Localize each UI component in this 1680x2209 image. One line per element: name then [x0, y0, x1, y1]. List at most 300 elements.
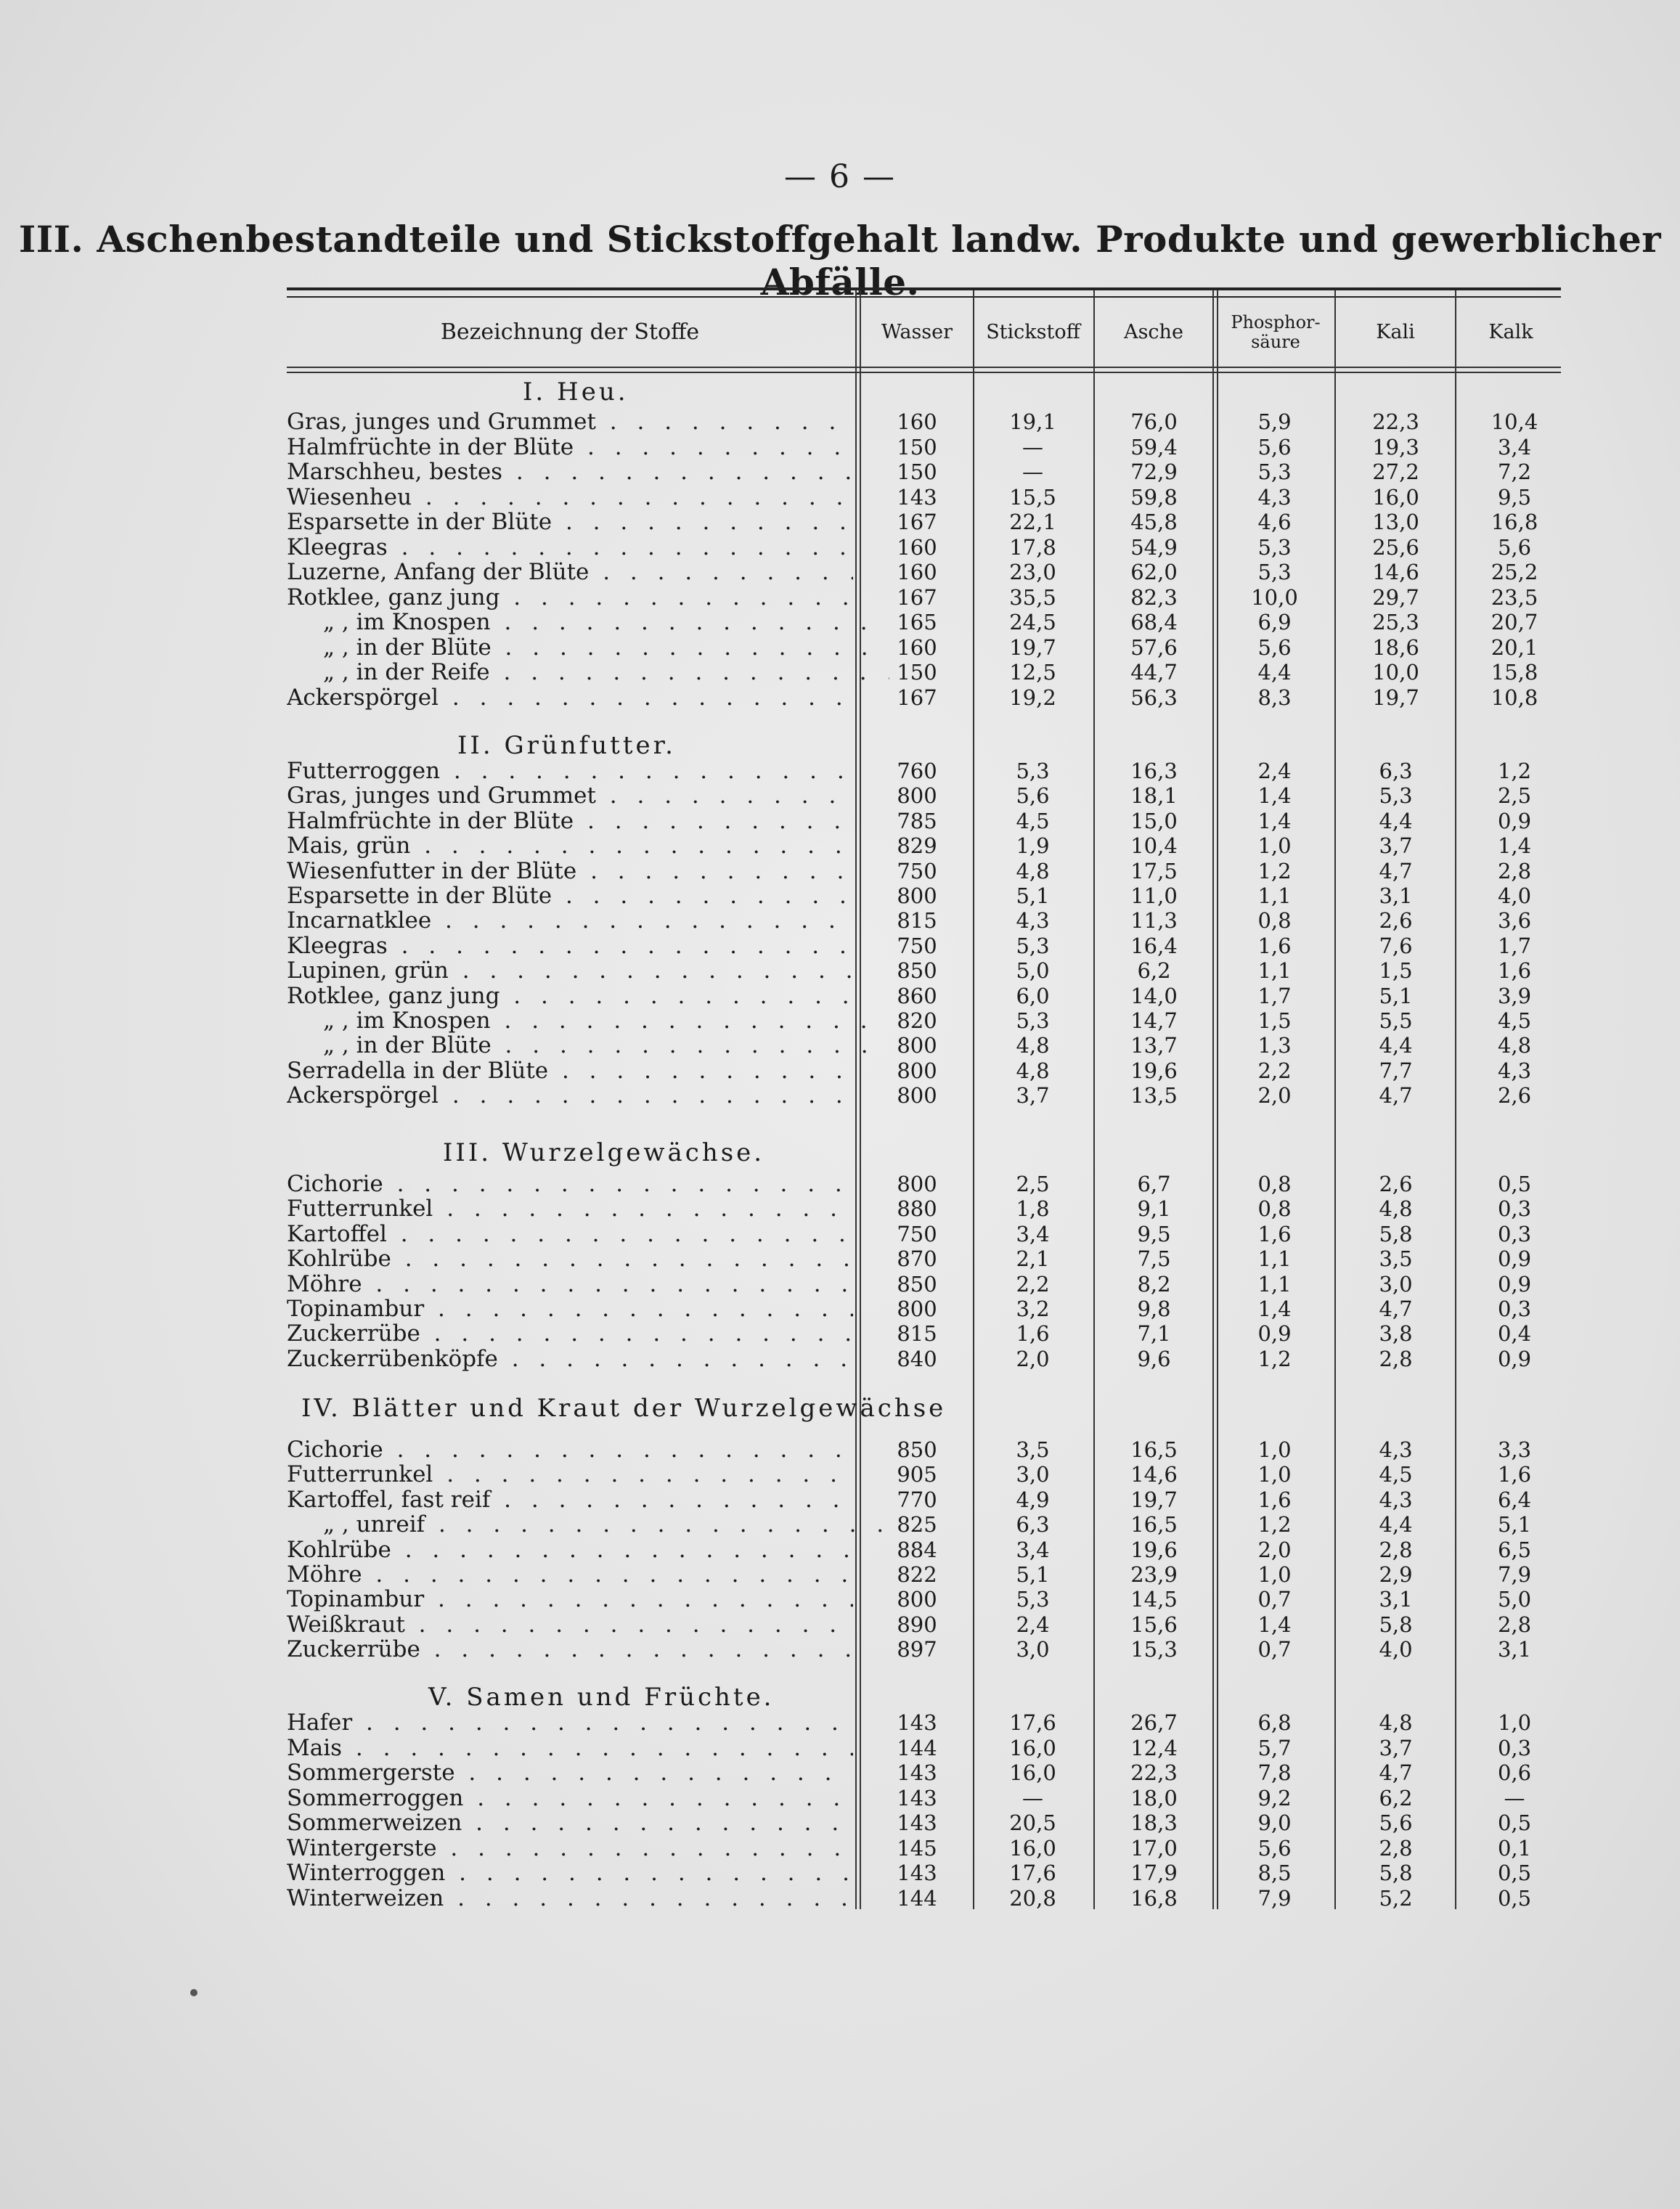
cell-kali: 3,7: [1379, 833, 1413, 858]
cell-wasser: 825: [897, 1512, 937, 1537]
table-row: [0, 1246, 1680, 1271]
cell-phosphorsaeure: 0,8: [1257, 1172, 1292, 1196]
cell-phosphorsaeure: 1,6: [1257, 1487, 1292, 1512]
row-label: Kartoffel, fast reif . . .: [287, 1487, 853, 1512]
table-row: [0, 685, 1680, 710]
cell-kali: 4,8: [1379, 1196, 1413, 1221]
cell-kali: 4,5: [1379, 1462, 1413, 1487]
cell-kalk: 25,2: [1491, 560, 1538, 584]
cell-kalk: 10,4: [1491, 409, 1538, 434]
header-asche: Asche: [1124, 320, 1183, 343]
cell-kali: 27,2: [1372, 460, 1419, 484]
row-label: Kleegras . . .: [287, 535, 853, 560]
cell-phosphorsaeure: 9,2: [1257, 1786, 1292, 1810]
cell-kali: 4,8: [1379, 1710, 1413, 1735]
cell-wasser: 150: [897, 460, 937, 484]
cell-kali: 2,8: [1379, 1836, 1413, 1861]
table-row: [0, 1810, 1680, 1835]
cell-kali: 2,8: [1379, 1347, 1413, 1371]
cell-asche: 17,9: [1130, 1861, 1178, 1885]
cell-kalk: 7,9: [1497, 1562, 1532, 1587]
cell-asche: 59,4: [1130, 435, 1178, 460]
table-row: [0, 958, 1680, 983]
cell-stickstoff: 4,8: [1016, 1058, 1050, 1083]
cell-kalk: 0,9: [1497, 1347, 1532, 1371]
row-label: Wintergerste . . .: [287, 1836, 853, 1861]
cell-asche: 18,0: [1130, 1786, 1178, 1810]
cell-phosphorsaeure: 7,9: [1257, 1886, 1292, 1911]
row-label: Kleegras . . .: [287, 934, 853, 958]
cell-wasser: 145: [897, 1836, 937, 1861]
cell-asche: 13,7: [1130, 1033, 1178, 1058]
cell-stickstoff: 5,3: [1016, 1587, 1050, 1612]
cell-phosphorsaeure: 8,3: [1257, 685, 1292, 710]
cell-kali: 4,4: [1379, 1033, 1413, 1058]
cell-asche: 56,3: [1130, 685, 1178, 710]
cell-phosphorsaeure: 1,1: [1257, 883, 1292, 908]
cell-asche: 16,5: [1130, 1512, 1178, 1537]
row-label: Möhre . . .: [287, 1272, 853, 1297]
cell-wasser: 143: [897, 485, 937, 510]
cell-stickstoff: 5,3: [1016, 1008, 1050, 1033]
cell-phosphorsaeure: 4,4: [1257, 660, 1292, 685]
cell-phosphorsaeure: 1,4: [1257, 1612, 1292, 1637]
cell-stickstoff: 3,0: [1016, 1637, 1050, 1662]
row-label: Zuckerrübe . . .: [287, 1637, 853, 1662]
row-label: Topinambur . . .: [287, 1297, 853, 1321]
cell-phosphorsaeure: 5,9: [1257, 409, 1292, 434]
cell-asche: 9,1: [1137, 1196, 1171, 1221]
cell-stickstoff: 6,0: [1016, 984, 1050, 1008]
cell-kali: 4,7: [1379, 1297, 1413, 1321]
cell-stickstoff: 3,5: [1016, 1437, 1050, 1462]
cell-asche: 11,3: [1130, 908, 1178, 933]
cell-asche: 9,5: [1137, 1222, 1171, 1246]
cell-stickstoff: 22,1: [1009, 510, 1056, 534]
section-title: III. Wurzelgewächse.: [443, 1138, 765, 1167]
cell-wasser: 144: [897, 1736, 937, 1760]
row-label: Serradella in der Blüte . . .: [287, 1058, 853, 1083]
cell-phosphorsaeure: 5,3: [1257, 460, 1292, 484]
cell-asche: 6,2: [1137, 958, 1171, 983]
cell-kalk: 2,5: [1497, 783, 1532, 808]
table-row: [0, 1222, 1680, 1246]
row-label: Wiesenfutter in der Blüte . . .: [287, 859, 853, 883]
cell-wasser: 800: [897, 883, 937, 908]
table-row: [0, 1058, 1680, 1083]
cell-asche: 26,7: [1130, 1710, 1178, 1735]
cell-kali: 3,0: [1379, 1272, 1413, 1297]
row-label: Cichorie . . .: [287, 1437, 853, 1462]
row-label: Kohlrübe . . .: [287, 1538, 853, 1562]
cell-wasser: 143: [897, 1760, 937, 1785]
cell-kalk: 0,4: [1497, 1321, 1532, 1346]
cell-kalk: 0,9: [1497, 809, 1532, 833]
cell-stickstoff: 4,8: [1016, 859, 1050, 883]
cell-phosphorsaeure: 1,5: [1257, 1008, 1292, 1033]
cell-stickstoff: 5,1: [1016, 1562, 1050, 1587]
cell-stickstoff: —: [1022, 460, 1043, 484]
cell-wasser: 160: [897, 635, 937, 660]
table-row: [0, 1008, 1680, 1033]
cell-kalk: 15,8: [1491, 660, 1538, 685]
row-label: Lupinen, grün . . .: [287, 958, 853, 983]
cell-asche: 14,5: [1130, 1587, 1178, 1612]
cell-asche: 12,4: [1130, 1736, 1178, 1760]
cell-wasser: 750: [897, 934, 937, 958]
cell-kalk: 1,2: [1497, 759, 1532, 783]
cell-phosphorsaeure: 2,0: [1257, 1538, 1292, 1562]
table-row: [0, 1612, 1680, 1637]
section-title: I. Heu.: [523, 377, 629, 407]
cell-stickstoff: 17,6: [1009, 1710, 1056, 1735]
cell-stickstoff: 5,3: [1016, 759, 1050, 783]
table-row: [0, 585, 1680, 610]
row-label: Mais . . .: [287, 1736, 853, 1760]
cell-kali: 18,6: [1372, 635, 1419, 660]
cell-phosphorsaeure: 5,6: [1257, 1836, 1292, 1861]
cell-kalk: 0,5: [1497, 1810, 1532, 1835]
cell-wasser: 820: [897, 1008, 937, 1033]
row-label: Wiesenheu . . .: [287, 485, 853, 510]
row-label: Halmfrüchte in der Blüte . . .: [287, 435, 853, 460]
cell-asche: 45,8: [1130, 510, 1178, 534]
row-label: Weißkraut . . .: [287, 1612, 853, 1637]
cell-kali: 7,6: [1379, 934, 1413, 958]
cell-asche: 16,3: [1130, 759, 1178, 783]
row-label: Zuckerrübe . . .: [287, 1321, 853, 1346]
cell-kalk: 0,5: [1497, 1861, 1532, 1885]
cell-asche: 13,5: [1130, 1083, 1178, 1108]
cell-stickstoff: 16,0: [1009, 1836, 1056, 1861]
cell-kalk: 0,5: [1497, 1172, 1532, 1196]
table-row: [0, 1297, 1680, 1321]
table-row: [0, 1196, 1680, 1221]
cell-kali: 6,2: [1379, 1786, 1413, 1810]
cell-asche: 6,7: [1137, 1172, 1171, 1196]
table-row: [0, 1587, 1680, 1612]
cell-kali: 3,1: [1379, 1587, 1413, 1612]
cell-stickstoff: 1,9: [1016, 833, 1050, 858]
cell-phosphorsaeure: 1,6: [1257, 934, 1292, 958]
cell-wasser: 770: [897, 1487, 937, 1512]
cell-kali: 5,5: [1379, 1008, 1413, 1033]
row-label: Gras, junges und Grummet . . .: [287, 409, 853, 434]
table-row: [0, 783, 1680, 808]
cell-kali: 1,5: [1379, 958, 1413, 983]
row-label: Ackerspörgel . . .: [287, 1083, 853, 1108]
cell-asche: 19,6: [1130, 1538, 1178, 1562]
cell-stickstoff: 2,4: [1016, 1612, 1050, 1637]
row-label: Winterweizen . . .: [287, 1886, 853, 1911]
cell-kalk: 0,1: [1497, 1836, 1532, 1861]
cell-wasser: 870: [897, 1246, 937, 1271]
row-label: Mais, grün . . .: [287, 833, 853, 858]
cell-phosphorsaeure: 1,0: [1257, 1437, 1292, 1462]
cell-stickstoff: —: [1022, 435, 1043, 460]
cell-kali: 5,6: [1379, 1810, 1413, 1835]
cell-kalk: 20,1: [1491, 635, 1538, 660]
cell-wasser: 750: [897, 1222, 937, 1246]
table-row: [0, 660, 1680, 685]
cell-wasser: 850: [897, 1272, 937, 1297]
cell-asche: 7,5: [1137, 1246, 1171, 1271]
cell-stickstoff: 3,4: [1016, 1222, 1050, 1246]
cell-asche: 62,0: [1130, 560, 1178, 584]
table-row: [0, 908, 1680, 933]
cell-wasser: 860: [897, 984, 937, 1008]
cell-stickstoff: 19,2: [1009, 685, 1056, 710]
cell-wasser: 880: [897, 1196, 937, 1221]
cell-kalk: 0,9: [1497, 1246, 1532, 1271]
cell-phosphorsaeure: 5,7: [1257, 1736, 1292, 1760]
cell-wasser: 815: [897, 908, 937, 933]
cell-asche: 18,1: [1130, 783, 1178, 808]
cell-asche: 18,3: [1130, 1810, 1178, 1835]
row-label: Sommerweizen . . .: [287, 1810, 853, 1835]
cell-wasser: 829: [897, 833, 937, 858]
cell-kali: 22,3: [1372, 409, 1419, 434]
cell-kalk: 5,0: [1497, 1587, 1532, 1612]
cell-phosphorsaeure: 5,6: [1257, 635, 1292, 660]
cell-asche: 16,8: [1130, 1886, 1178, 1911]
cell-wasser: 143: [897, 1810, 937, 1835]
cell-phosphorsaeure: 1,6: [1257, 1222, 1292, 1246]
cell-stickstoff: 19,1: [1009, 409, 1056, 434]
cell-asche: 7,1: [1137, 1321, 1171, 1346]
cell-wasser: 815: [897, 1321, 937, 1346]
cell-stickstoff: 15,5: [1009, 485, 1056, 510]
cell-kali: 4,4: [1379, 809, 1413, 833]
cell-wasser: 165: [897, 610, 937, 634]
row-label: Möhre . . .: [287, 1562, 853, 1587]
cell-phosphorsaeure: 1,7: [1257, 984, 1292, 1008]
cell-stickstoff: 12,5: [1009, 660, 1056, 685]
cell-kalk: 2,6: [1497, 1083, 1532, 1108]
cell-wasser: 897: [897, 1637, 937, 1662]
cell-kalk: 0,3: [1497, 1297, 1532, 1321]
table-row: [0, 759, 1680, 783]
cell-asche: 22,3: [1130, 1760, 1178, 1785]
row-label: Hafer . . .: [287, 1710, 853, 1735]
cell-phosphorsaeure: 0,7: [1257, 1637, 1292, 1662]
cell-asche: 9,6: [1137, 1347, 1171, 1371]
cell-phosphorsaeure: 1,2: [1257, 1347, 1292, 1371]
cell-kali: 3,1: [1379, 883, 1413, 908]
table-row: [0, 1083, 1680, 1108]
header-kali: Kali: [1376, 320, 1415, 343]
cell-stickstoff: 2,0: [1016, 1347, 1050, 1371]
cell-stickstoff: 2,1: [1016, 1246, 1050, 1271]
row-label: „ , unreif . . .: [287, 1512, 889, 1537]
cell-kalk: 3,6: [1497, 908, 1532, 933]
row-label: „ , in der Reife . . .: [287, 660, 889, 685]
cell-asche: 23,9: [1130, 1562, 1178, 1587]
table-row: [0, 635, 1680, 660]
cell-stickstoff: 4,8: [1016, 1033, 1050, 1058]
cell-kali: 5,8: [1379, 1612, 1413, 1637]
row-label: Kohlrübe . . .: [287, 1246, 853, 1271]
cell-kalk: 4,5: [1497, 1008, 1532, 1033]
cell-stickstoff: 5,3: [1016, 934, 1050, 958]
row-label: Esparsette in der Blüte . . .: [287, 883, 853, 908]
cell-kalk: 7,2: [1497, 460, 1532, 484]
cell-wasser: 160: [897, 535, 937, 560]
header-stickstoff: Stickstoff: [986, 320, 1080, 343]
cell-kalk: 3,9: [1497, 984, 1532, 1008]
cell-kalk: 16,8: [1491, 510, 1538, 534]
cell-stickstoff: 19,7: [1009, 635, 1056, 660]
cell-stickstoff: 16,0: [1009, 1736, 1056, 1760]
cell-wasser: 800: [897, 1083, 937, 1108]
header-kalk: Kalk: [1488, 320, 1533, 343]
cell-asche: 16,4: [1130, 934, 1178, 958]
cell-kalk: 0,5: [1497, 1886, 1532, 1911]
cell-kalk: 3,3: [1497, 1437, 1532, 1462]
cell-kali: 5,8: [1379, 1861, 1413, 1885]
row-label: Rotklee, ganz jung . . .: [287, 585, 853, 610]
cell-asche: 11,0: [1130, 883, 1178, 908]
cell-kali: 4,7: [1379, 1760, 1413, 1785]
cell-kali: 3,8: [1379, 1321, 1413, 1346]
cell-stickstoff: 4,3: [1016, 908, 1050, 933]
cell-kalk: 2,8: [1497, 1612, 1532, 1637]
row-label: Halmfrüchte in der Blüte . . .: [287, 809, 853, 833]
cell-kali: 13,0: [1372, 510, 1419, 534]
table-row: [0, 934, 1680, 958]
cell-phosphorsaeure: 2,0: [1257, 1083, 1292, 1108]
cell-stickstoff: 3,0: [1016, 1462, 1050, 1487]
cell-kali: 25,6: [1372, 535, 1419, 560]
cell-kali: 4,7: [1379, 1083, 1413, 1108]
row-label: Rotklee, ganz jung . . .: [287, 984, 853, 1008]
cell-asche: 76,0: [1130, 409, 1178, 434]
cell-kali: 5,1: [1379, 984, 1413, 1008]
table-row: [0, 409, 1680, 434]
cell-asche: 15,3: [1130, 1637, 1178, 1662]
cell-kalk: 0,9: [1497, 1272, 1532, 1297]
cell-kali: 10,0: [1372, 660, 1419, 685]
cell-asche: 59,8: [1130, 485, 1178, 510]
cell-stickstoff: 35,5: [1009, 585, 1056, 610]
cell-asche: 54,9: [1130, 535, 1178, 560]
table-row: [0, 1861, 1680, 1885]
cell-stickstoff: 17,8: [1009, 535, 1056, 560]
cell-wasser: 884: [897, 1538, 937, 1562]
cell-phosphorsaeure: 8,5: [1257, 1861, 1292, 1885]
row-label: Gras, junges und Grummet . . .: [287, 783, 853, 808]
cell-phosphorsaeure: 1,2: [1257, 1512, 1292, 1537]
cell-stickstoff: 6,3: [1016, 1512, 1050, 1537]
cell-phosphorsaeure: 5,6: [1257, 435, 1292, 460]
cell-wasser: 143: [897, 1786, 937, 1810]
row-label: Futterroggen . . .: [287, 759, 853, 783]
cell-kali: 7,7: [1379, 1058, 1413, 1083]
cell-asche: 14,7: [1130, 1008, 1178, 1033]
cell-kalk: 4,0: [1497, 883, 1532, 908]
cell-phosphorsaeure: 1,1: [1257, 1246, 1292, 1271]
cell-kali: 19,7: [1372, 685, 1419, 710]
cell-kalk: 0,6: [1497, 1760, 1532, 1785]
page-number: — 6 —: [784, 158, 896, 195]
cell-kali: 14,6: [1372, 560, 1419, 584]
table-row: [0, 1562, 1680, 1587]
cell-kalk: 23,5: [1491, 585, 1538, 610]
cell-phosphorsaeure: 4,3: [1257, 485, 1292, 510]
table-row: [0, 435, 1680, 460]
cell-kalk: 0,3: [1497, 1196, 1532, 1221]
cell-asche: 14,0: [1130, 984, 1178, 1008]
cell-kali: 19,3: [1372, 435, 1419, 460]
cell-phosphorsaeure: 1,4: [1257, 809, 1292, 833]
cell-kalk: 1,7: [1497, 934, 1532, 958]
cell-kali: 5,3: [1379, 783, 1413, 808]
row-label: Zuckerrübenköpfe . . .: [287, 1347, 853, 1371]
cell-asche: 44,7: [1130, 660, 1178, 685]
cell-stickstoff: 5,1: [1016, 883, 1050, 908]
cell-phosphorsaeure: 1,0: [1257, 1462, 1292, 1487]
cell-phosphorsaeure: 2,2: [1257, 1058, 1292, 1083]
cell-wasser: 800: [897, 1297, 937, 1321]
cell-stickstoff: 4,9: [1016, 1487, 1050, 1512]
cell-kali: 5,8: [1379, 1222, 1413, 1246]
table-row: [0, 984, 1680, 1008]
row-label: Futterrunkel . . .: [287, 1462, 853, 1487]
table-row: [0, 1512, 1680, 1537]
cell-stickstoff: 3,4: [1016, 1538, 1050, 1562]
cell-kali: 5,2: [1379, 1886, 1413, 1911]
cell-kali: 6,3: [1379, 759, 1413, 783]
header-wasser: Wasser: [881, 320, 953, 343]
cell-kali: 4,0: [1379, 1637, 1413, 1662]
row-label: Kartoffel . . .: [287, 1222, 853, 1246]
cell-kali: 29,7: [1372, 585, 1419, 610]
cell-stickstoff: 5,0: [1016, 958, 1050, 983]
cell-asche: 57,6: [1130, 635, 1178, 660]
row-label: „ , im Knospen . . .: [287, 610, 889, 634]
header-bezeichnung: Bezeichnung der Stoffe: [440, 319, 700, 345]
table-row: [0, 460, 1680, 484]
row-label: „ , in der Blüte . . .: [287, 635, 889, 660]
cell-stickstoff: 3,2: [1016, 1297, 1050, 1321]
cell-phosphorsaeure: 6,9: [1257, 610, 1292, 634]
cell-phosphorsaeure: 2,4: [1257, 759, 1292, 783]
cell-phosphorsaeure: 0,8: [1257, 908, 1292, 933]
cell-phosphorsaeure: 5,3: [1257, 535, 1292, 560]
table-row: [0, 1033, 1680, 1058]
header-rule: [287, 367, 1561, 373]
cell-wasser: 850: [897, 1437, 937, 1462]
header-phosphorsaeure: Phosphor- säure: [1231, 312, 1321, 352]
cell-kalk: 20,7: [1491, 610, 1538, 634]
cell-wasser: 167: [897, 685, 937, 710]
section-title: IV. Blätter und Kraut der Wurzelgewächse: [301, 1394, 947, 1423]
row-label: Winterroggen . . .: [287, 1861, 853, 1885]
cell-stickstoff: 2,5: [1016, 1172, 1050, 1196]
cell-wasser: 750: [897, 859, 937, 883]
table-row: [0, 1321, 1680, 1346]
cell-kalk: 10,8: [1491, 685, 1538, 710]
table-row: [0, 1538, 1680, 1562]
cell-kalk: 6,4: [1497, 1487, 1532, 1512]
cell-asche: 9,8: [1137, 1297, 1171, 1321]
cell-asche: 10,4: [1130, 833, 1178, 858]
cell-kalk: 0,3: [1497, 1222, 1532, 1246]
cell-asche: 68,4: [1130, 610, 1178, 634]
cell-wasser: 160: [897, 560, 937, 584]
cell-wasser: 800: [897, 1033, 937, 1058]
cell-wasser: 144: [897, 1886, 937, 1911]
